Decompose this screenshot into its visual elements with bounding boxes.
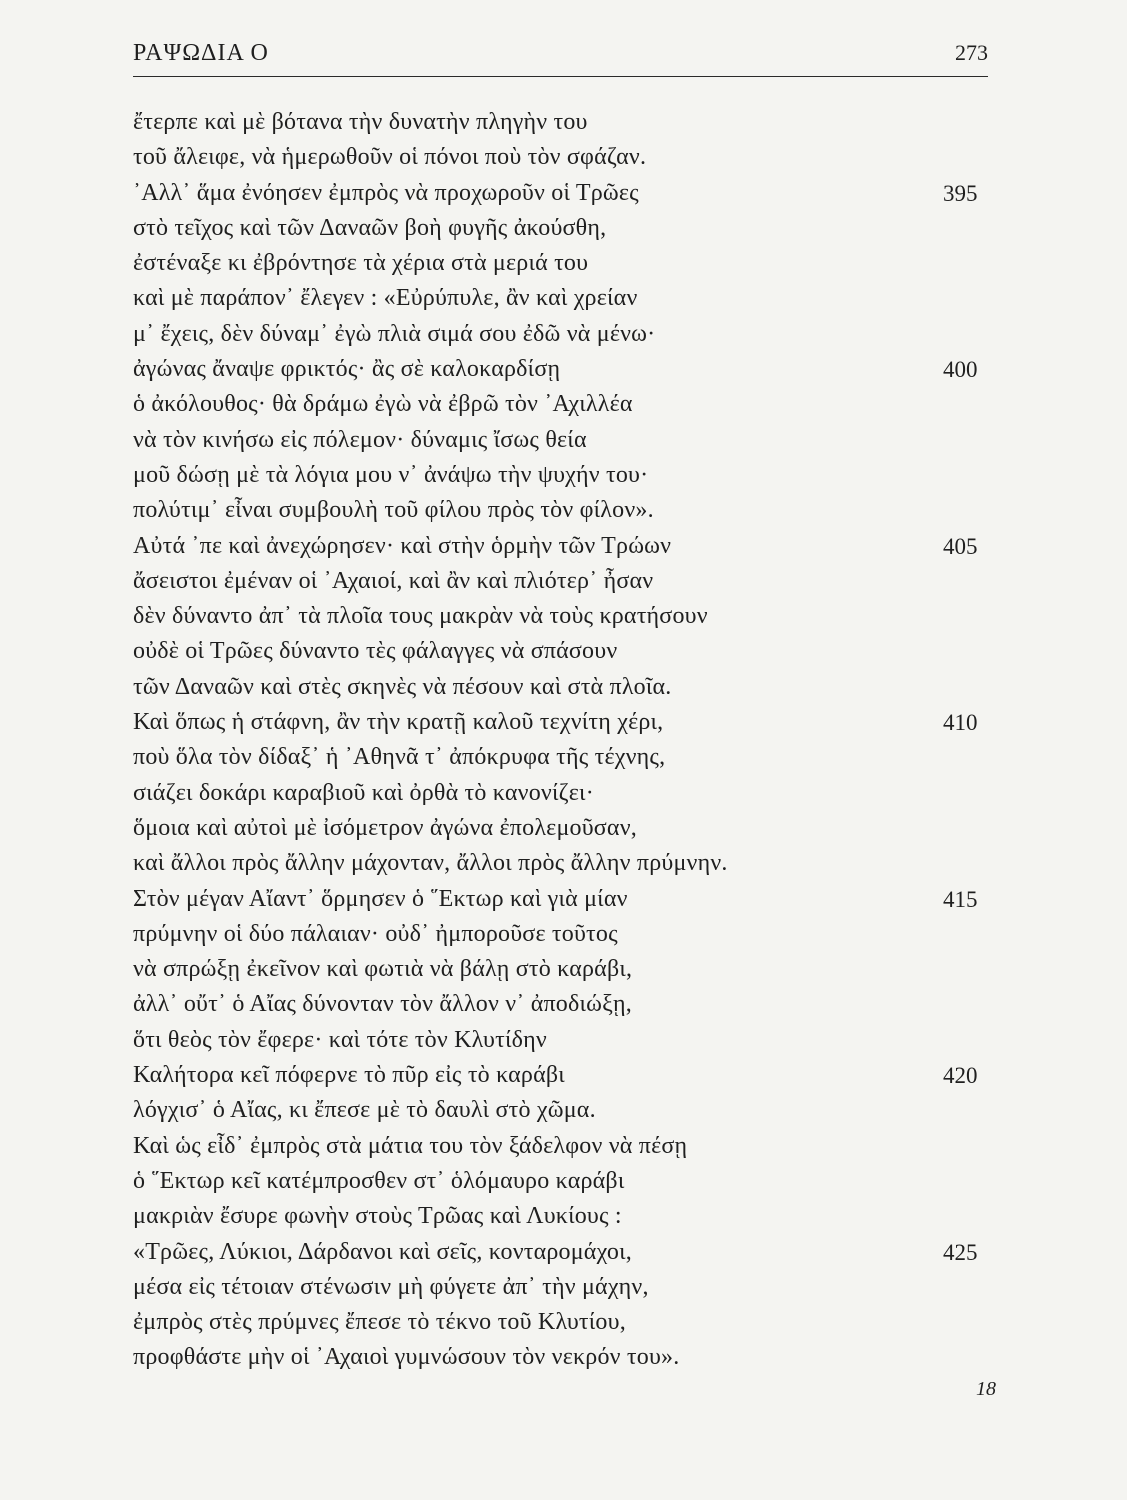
verse-line xyxy=(133,740,1013,775)
verse-text: τοῦ ἄλειφε, νὰ ἡμερωθοῦν οἱ πόνοι ποὺ τὸν σφάζαν. xyxy=(133,144,647,171)
verse-line xyxy=(133,211,1013,246)
verse-line xyxy=(133,493,1013,528)
verse-text: πρύμνην οἱ δύο πάλαιαν· οὐδ᾿ ἠμποροῦσε τοῦτος xyxy=(133,920,618,947)
page-number: 273 xyxy=(955,40,988,65)
verse-text: μ᾿ ἔχεις, δὲν δύναμ᾿ ἐγὼ πλιὰ σιμά σου ἐδῶ νὰ μένω· xyxy=(133,320,656,347)
verse-line xyxy=(133,105,1013,140)
verse-text: δὲν δύναντο ἀπ᾿ τὰ πλοῖα τους μακρὰν νὰ τοὺς κρατήσουν xyxy=(133,603,708,630)
verse-line xyxy=(133,140,1013,175)
verse-line xyxy=(133,811,1013,846)
page-title: ΡΑΨΩΔΙΑ Ο xyxy=(133,40,269,66)
verse-text: ὅμοια καὶ αὐτοὶ μὲ ἰσόμετρον ἀγώνα ἐπολεμοῦσαν, xyxy=(133,814,637,841)
verse-line xyxy=(133,281,1013,316)
verse-text: προφθάστε μὴν οἱ ᾿Αχαιοὶ γυμνώσουν τὸν νεκρόν του». xyxy=(133,1344,680,1371)
verse-line xyxy=(133,1164,1013,1199)
verse-text: Καὶ ὡς εἶδ᾿ ἐμπρὸς στὰ μάτια του τὸν ξάδελφον νὰ πέσῃ xyxy=(133,1132,688,1159)
verse-text: λόγχισ᾿ ὁ Αἴας, κι ἔπεσε μὲ τὸ δαυλὶ στὸ χῶμα. xyxy=(133,1097,596,1124)
verse-line xyxy=(133,1305,1013,1340)
verse-line xyxy=(133,1340,1013,1375)
verse-line xyxy=(133,387,1013,422)
verse-text: καὶ ἄλλοι πρὸς ἄλλην μάχονταν, ἄλλοι πρὸς ἄλλην πρύμνην. xyxy=(133,850,728,877)
verse-line xyxy=(133,1129,1013,1164)
verse-text: ἔτερπε καὶ μὲ βότανα τὴν δυνατὴν πληγὴν του xyxy=(133,109,588,135)
verse-text: ἐστέναξε κι ἐβρόντησε τὰ χέρια στὰ μεριά του xyxy=(133,250,589,277)
running-head xyxy=(133,40,988,74)
verse-text: νὰ σπρώξῃ ἐκεῖνον καὶ φωτιὰ νὰ βάλῃ στὸ καράβι, xyxy=(133,956,633,983)
printer-signature-mark: 18 xyxy=(976,1378,996,1400)
verse-text: μοῦ δώσῃ μὲ τὰ λόγια μου ν᾿ ἀνάψω τὴν ψυχήν του· xyxy=(133,461,649,488)
verse-text: πολύτιμ᾿ εἶναι συμβουλὴ τοῦ φίλου πρὸς τὸν φίλον». xyxy=(133,497,654,524)
header-rule xyxy=(133,76,988,77)
verse-text: σιάζει δοκάρι καραβιοῦ καὶ ὀρθὰ τὸ κανονίζει· xyxy=(133,779,594,806)
poem-text xyxy=(133,105,1013,1376)
verse-line xyxy=(133,634,1013,669)
verse-text: μέσα εἰς τέτοιαν στένωσιν μὴ φύγετε ἀπ᾿ τὴν μάχην, xyxy=(133,1273,649,1300)
verse-line xyxy=(133,317,1013,352)
verse-text: τῶν Δαναῶν καὶ στὲς σκηνὲς νὰ πέσουν καὶ στὰ πλοῖα. xyxy=(133,673,672,700)
verse-text: ὁ ῞Εκτωρ κεῖ κατέμπροσθεν στ᾿ ὁλόμαυρο καράβι xyxy=(133,1167,625,1194)
verse-line xyxy=(133,423,1013,458)
verse-text: Αὐτά ᾿πε καὶ ἀνεχώρησεν· καὶ στὴν ὁρμὴν τῶν Τρώων xyxy=(133,532,672,559)
verse-text: Καλήτορα κεῖ πόφερνε τὸ πῦρ εἰς τὸ καράβι xyxy=(133,1062,565,1089)
verse-line xyxy=(133,1023,1013,1058)
verse-line xyxy=(133,1270,1013,1305)
verse-line xyxy=(133,176,1013,211)
verse-text: ᾿Αλλ᾿ ἅμα ἐνόησεν ἐμπρὸς νὰ προχωροῦν οἱ Τρῶες xyxy=(133,179,639,206)
verse-text: Στὸν μέγαν Αἴαντ᾿ ὅρμησεν ὁ ῞Εκτωρ καὶ γιὰ μίαν xyxy=(133,885,628,912)
verse-text: ἄσειστοι ἐμέναν οἱ ᾿Αχαιοί, καὶ ἂν καὶ πλιότερ᾿ ἦσαν xyxy=(133,567,654,594)
verse-text: νὰ τὸν κινήσω εἰς πόλεμον· δύναμις ἴσως θεία xyxy=(133,426,587,453)
verse-line xyxy=(133,246,1013,281)
verse-line xyxy=(133,1199,1013,1234)
verse-text: ὅτι θεὸς τὸν ἔφερε· καὶ τότε τὸν Κλυτίδην xyxy=(133,1026,547,1053)
verse-text: ἐμπρὸς στὲς πρύμνες ἔπεσε τὸ τέκνο τοῦ Κλυτίου, xyxy=(133,1309,626,1336)
verse-line xyxy=(133,952,1013,987)
verse-number: 405 xyxy=(943,533,978,559)
verse-line xyxy=(133,882,1013,917)
verse-number: 425 xyxy=(943,1239,978,1265)
verse-line xyxy=(133,705,1013,740)
verse-text: στὸ τεῖχος καὶ τῶν Δαναῶν βοὴ φυγῆς ἀκούσθη, xyxy=(133,214,607,241)
verse-line xyxy=(133,599,1013,634)
verse-line xyxy=(133,917,1013,952)
verse-line xyxy=(133,458,1013,493)
verse-text: ἀγώνας ἄναψε φρικτός· ἂς σὲ καλοκαρδίσῃ xyxy=(133,356,561,383)
verse-number: 420 xyxy=(943,1063,978,1089)
verse-text: μακριὰν ἔσυρε φωνὴν στοὺς Τρῶας καὶ Λυκίους : xyxy=(133,1203,622,1230)
verse-line xyxy=(133,670,1013,705)
verse-line xyxy=(133,776,1013,811)
verse-line xyxy=(133,1235,1013,1270)
verse-line xyxy=(133,564,1013,599)
verse-text: καὶ μὲ παράπον᾿ ἔλεγεν : «Εὐρύπυλε, ἂν καὶ χρείαν xyxy=(133,285,638,312)
verse-number: 400 xyxy=(943,357,978,383)
verse-number: 395 xyxy=(943,180,978,206)
verse-line xyxy=(133,1093,1013,1128)
verse-line xyxy=(133,987,1013,1022)
verse-text: ἀλλ᾿ οὔτ᾿ ὁ Αἴας δύνονταν τὸν ἄλλον ν᾿ ἀποδιώξῃ, xyxy=(133,991,633,1018)
verse-text: Καὶ ὅπως ἡ στάφνη, ἂν τὴν κρατῇ καλοῦ τεχνίτη χέρι, xyxy=(133,709,664,736)
verse-number: 415 xyxy=(943,886,978,912)
verse-text: ὁ ἀκόλουθος· θὰ δράμω ἐγὼ νὰ ἐβρῶ τὸν ᾿Αχιλλέα xyxy=(133,391,633,418)
verse-line xyxy=(133,846,1013,881)
verse-text: οὐδὲ οἱ Τρῶες δύναντο τὲς φάλαγγες νὰ σπάσουν xyxy=(133,638,618,665)
verse-text: «Τρῶες, Λύκιοι, Δάρδανοι καὶ σεῖς, κονταρομάχοι, xyxy=(133,1238,632,1265)
verse-number: 410 xyxy=(943,710,978,736)
verse-line xyxy=(133,529,1013,564)
verse-line xyxy=(133,1058,1013,1093)
verse-text: ποὺ ὅλα τὸν δίδαξ᾿ ἡ ᾿Αθηνᾶ τ᾿ ἀπόκρυφα τῆς τέχνης, xyxy=(133,744,666,771)
verse-line xyxy=(133,352,1013,387)
